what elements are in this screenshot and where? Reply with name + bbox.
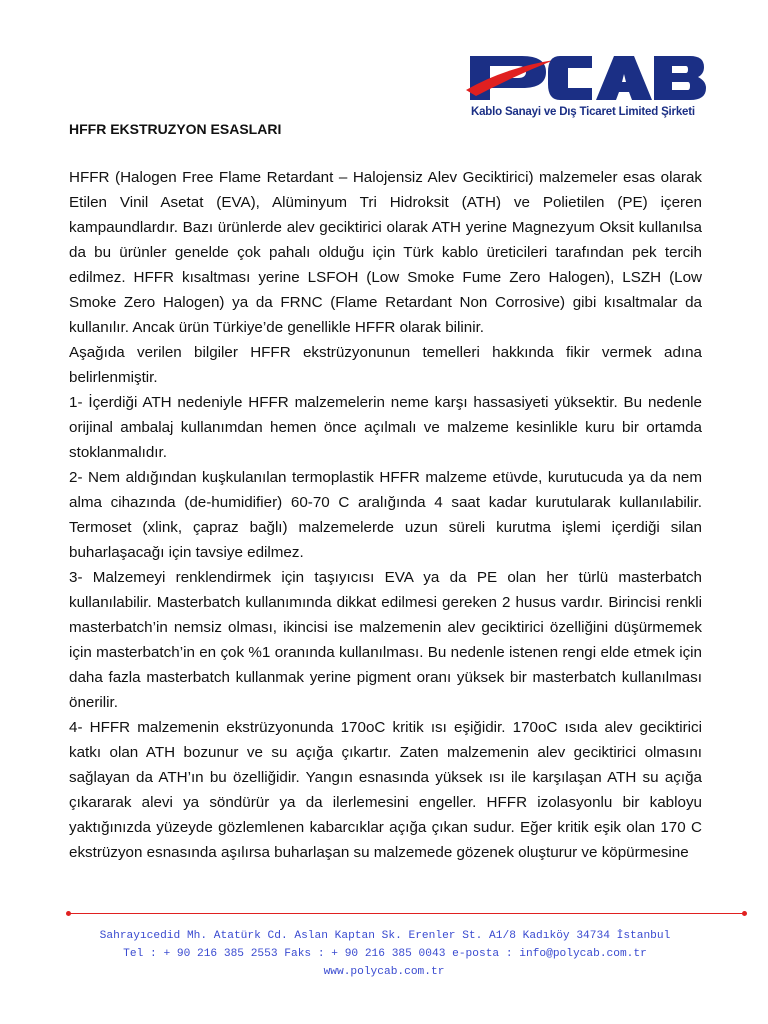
logo-small-text: OLY xyxy=(494,89,518,103)
polycab-logo-icon xyxy=(464,50,708,106)
paragraph: Aşağıda verilen bilgiler HFFR ekstrüzyonunun temelleri hakkında fikir vermek adına belirlenmiştir. xyxy=(69,344,702,386)
footer-website-link[interactable]: www.polycab.com.tr xyxy=(323,966,445,978)
paragraph: HFFR (Halogen Free Flame Retardant – Halojensiz Alev Geciktirici) malzemeler esas olarak Etilen Vinil Asetat (EVA), Alüminyum Tri Hidroksit (ATH) ve Polietilen (PE) içeren kampaundlardır. Bazı ürünlerde alev geciktirici olarak ATH yerine Magnezyum Oksit kullanılsa da bu ürünler genelde çok pahalı olduğu için Türk kablo üreticileri tarafından pek tercih edilmez. HFFR kısaltması yerine LSFOH (Low Smoke Fume Zero Halogen), LSZH (Low Smoke Zero Halogen) ya da FRNC (Flame Retardant Non Corrosive) gibi kısaltmalar da kullanılır. Ancak ürün Türkiye’de genellikle HFFR olarak bilinir. xyxy=(69,169,702,336)
page-footer xyxy=(0,927,768,981)
footer-divider xyxy=(69,913,745,914)
footer-contact: Tel : + 90 216 385 2553 Faks : + 90 216 385 0043 e-posta : info@polycab.com.tr xyxy=(123,948,647,960)
paragraph: 2- Nem aldığından kuşkulanılan termoplastik HFFR malzeme etüvde, kurutucuda ya da nem alma cihazında (de-humidifier) 60-70 C aralığında 4 saat kadar kurutularak kullanılabilir. Termoset (xlink, çapraz bağlı) malzemelerde uzun süreli kurutma işlemi içerdiği silan buharlaşacağı için tavsiye edilmez. xyxy=(69,469,702,561)
footer-address: Sahrayıcedid Mh. Atatürk Cd. Aslan Kaptan Sk. Erenler St. A1/8 Kadıköy 34734 İstanbul xyxy=(99,930,671,942)
document-body xyxy=(69,165,702,865)
document-title: HFFR EKSTRUZYON ESASLARI xyxy=(69,121,282,137)
paragraph: 3- Malzemeyi renklendirmek için taşıyıcısı EVA ya da PE olan her türlü masterbatch kullanılabilir. Masterbatch kullanımında dikkat edilmesi gereken 2 husus vardır. Birincisi renkli masterbatch’in nemsiz olması, ikincisi ise malzemenin alev geciktirici özelliğini düşürmemek için masterbatch’in en çok %1 oranında kullanılması. Bu nedenle istenen rengi elde etmek için daha fazla masterbatch kullanmak yerine pigment oranı yüksek bir masterbatch kullanılması önerilir. xyxy=(69,569,702,711)
footer-rule-right-dot xyxy=(742,911,747,916)
paragraph: 4- HFFR malzemenin ekstrüzyonunda 170oC kritik ısı eşiğidir. 170oC ısıda alev geciktirici katkı olan ATH bozunur ve su açığa çıkartır. Zaten malzemenin alev geciktirici olmasını sağlayan da ATH’ın bu özelliğidir. Yangın esnasında yüksek ısı ile karşılaşan ATH su açığa çıkararak alevi ya söndürür ya da ilerlemesini engeller. HFFR izolasyonlu bir kabloyu yaktığınızda yüzeyde gözlemlenen kabarcıklar açığa çıkan sudur. Eğer kritik eşik olan 170 C ekstrüzyon esnasında aşılırsa buharlaşan su malzemede gözenek oluşturur ve köpürmesine xyxy=(69,719,702,861)
company-logo xyxy=(464,50,708,124)
company-name: Kablo Sanayi ve Dış Ticaret Limited Şirketi xyxy=(471,106,695,118)
paragraph: 1- İçerdiği ATH nedeniyle HFFR malzemelerin neme karşı hassasiyeti yüksektir. Bu nedenle orijinal ambalaj kullanımdan hemen önce açılmalı ve malzeme kesinlikle kuru bir ortamda stoklanmalıdır. xyxy=(69,394,702,461)
